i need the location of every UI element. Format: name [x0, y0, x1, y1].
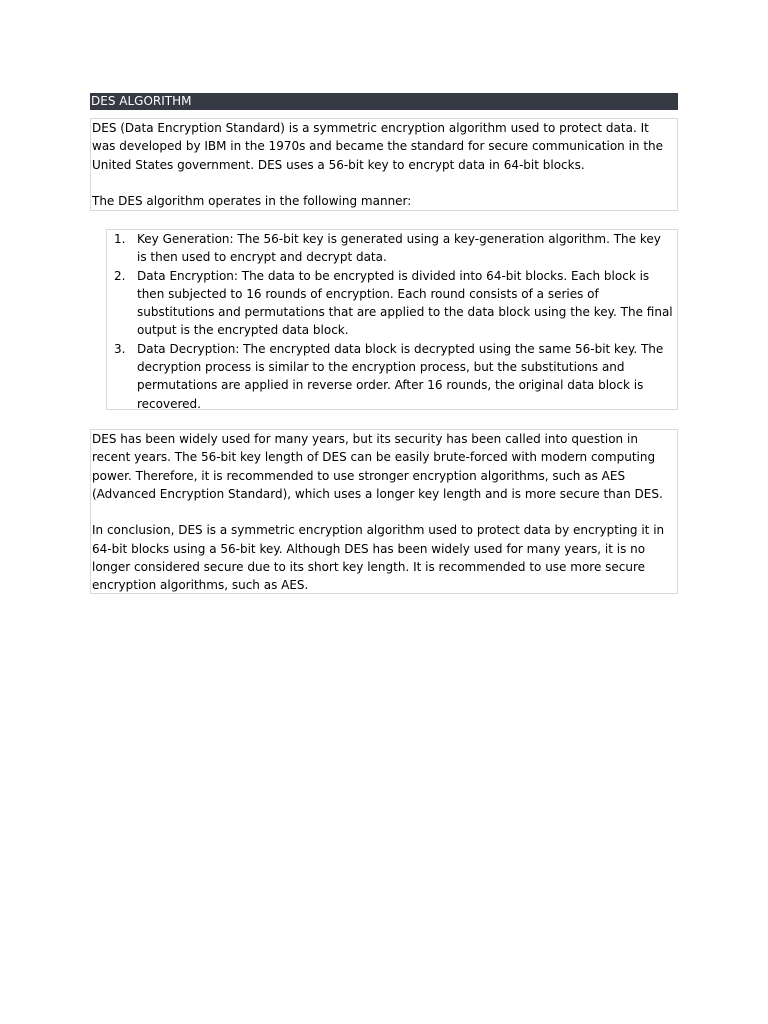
paragraph-gap	[92, 174, 673, 192]
steps-list	[107, 230, 673, 413]
step-data-decryption: Data Decryption: The encrypted data block is decrypted using the same 56-bit key. The decryption process is similar to the encryption process, but the substitutions and permutations are applied in reverse order. After 16 rounds, the original data block is recovered.	[137, 341, 664, 411]
paragraph-gap	[92, 503, 677, 521]
conclusion-section	[90, 429, 678, 594]
intro-paragraph: DES (Data Encryption Standard) is a symmetric encryption algorithm used to protect data. It was developed by IBM in the 1970s and became the standard for secure communication in the United States government. DES uses a 56-bit key to encrypt data in 64-bit blocks.	[92, 121, 664, 172]
intro-lead-in: The DES algorithm operates in the following manner:	[92, 194, 412, 209]
security-paragraph: DES has been widely used for many years, but its security has been called into question in recent years. The 56-bit key length of DES can be easily brute-forced with modern computing power. Therefore, it is recommended to use stronger encryption algorithms, such as AES (Advanced Encryption Standard), which uses a longer key length and is more secure than DES.	[92, 432, 663, 501]
steps-section	[106, 229, 678, 410]
conclusion-paragraph: In conclusion, DES is a symmetric encryption algorithm used to protect data by encrypting it in 64-bit blocks using a 56-bit key. Although DES has been widely used for many years, it is no longer considered secure due to its short key length. It is recommended to use more secure encryption algorithms, such as AES.	[92, 523, 665, 593]
document-title: DES ALGORITHM	[90, 93, 678, 110]
step-data-encryption: Data Encryption: The data to be encrypted is divided into 64-bit blocks. Each block is then subjected to 16 rounds of encryption. Each round consists of a series of substitutions and permutations that are applied to the data block using the key. The final output is the encrypted data block.	[137, 268, 673, 338]
intro-section	[90, 118, 678, 211]
step-key-generation: Key Generation: The 56-bit key is generated using a key-generation algorithm. The key is then used to encrypt and decrypt data.	[137, 232, 661, 265]
